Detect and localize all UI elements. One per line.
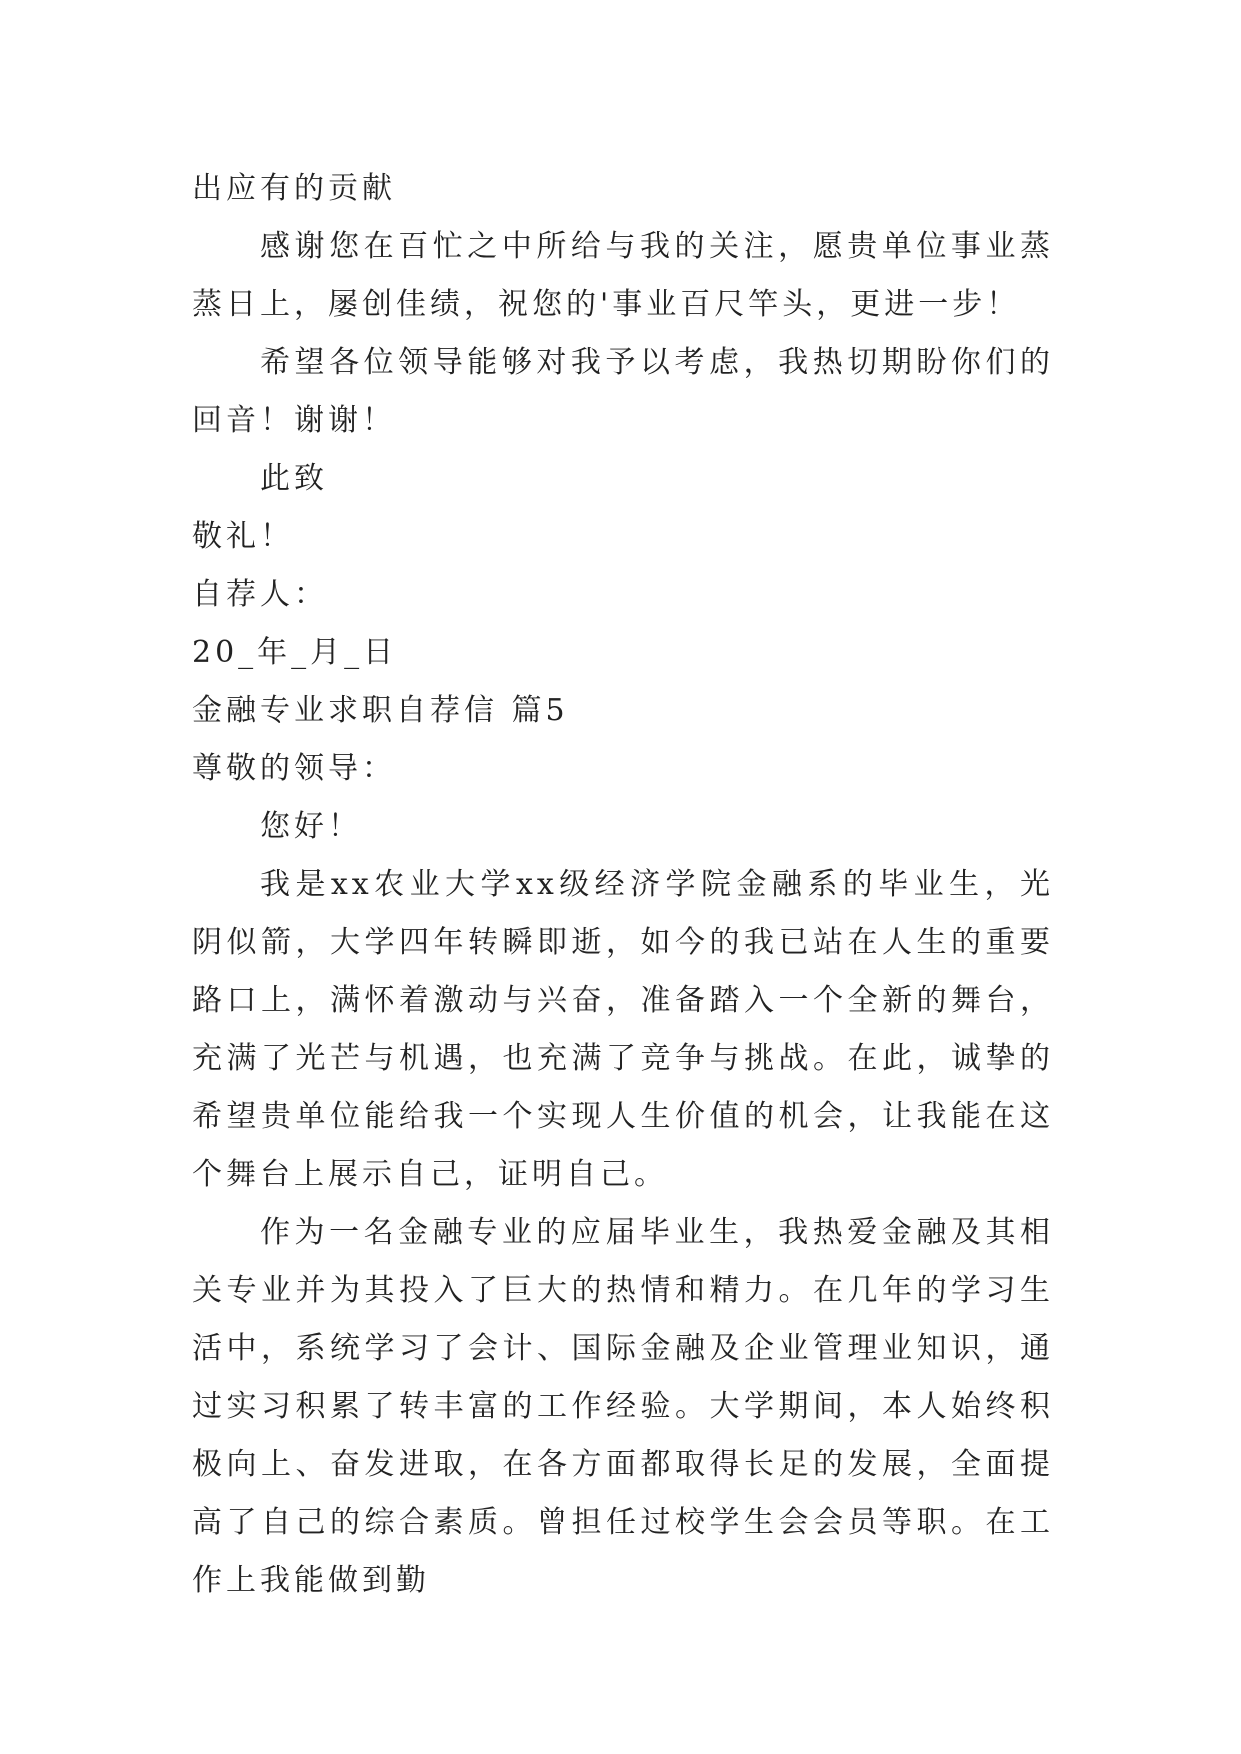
paragraph-qualifications: 作为一名金融专业的应届毕业生，我热爱金融及其相关专业并为其投入了巨大的热情和精力。在几年的学习生活中，系统学习了会计、国际金融及企业管理业知识，通过实习积累了转丰富的工作经验。大学期间，本人始终积极向上、奋发进取，在各方面都取得长足的发展，全面提高了自己的综合素质。曾担任过校学生会会员等职。在工作上我能做到勤 [192,1215,1054,1598]
closing-cizhi: 此致 [260,461,328,496]
paragraph-hope: 希望各位领导能够对我予以考虑，我热切期盼你们的回音！谢谢！ [192,345,1054,438]
greeting: 您好！ [260,809,362,844]
text-line-continuation: 出应有的贡献 [192,171,396,206]
section-heading: 金融专业求职自荐信 篇5 [192,693,569,728]
paragraph-intro: 我是xx农业大学xx级经济学院金融系的毕业生，光阴似箭，大学四年转瞬即逝，如今的我已站在人生的重要路口上，满怀着激动与兴奋，准备踏入一个全新的舞台，充满了光芒与机遇，也充满了竞争与挑战。在此，诚挚的希望贵单位能给我一个实现人生价值的机会，让我能在这个舞台上展示自己，证明自己。 [192,867,1054,1192]
closing-jingli: 敬礼！ [192,519,294,554]
letter-body [192,160,1054,1610]
signature-label: 自荐人： [192,577,328,612]
paragraph-thanks: 感谢您在百忙之中所给与我的关注，愿贵单位事业蒸蒸日上，屡创佳绩，祝您的'事业百尺竿头，更进一步！ [192,229,1054,322]
salutation: 尊敬的领导： [192,751,396,786]
date-line: 20_年_月_日 [192,635,398,670]
